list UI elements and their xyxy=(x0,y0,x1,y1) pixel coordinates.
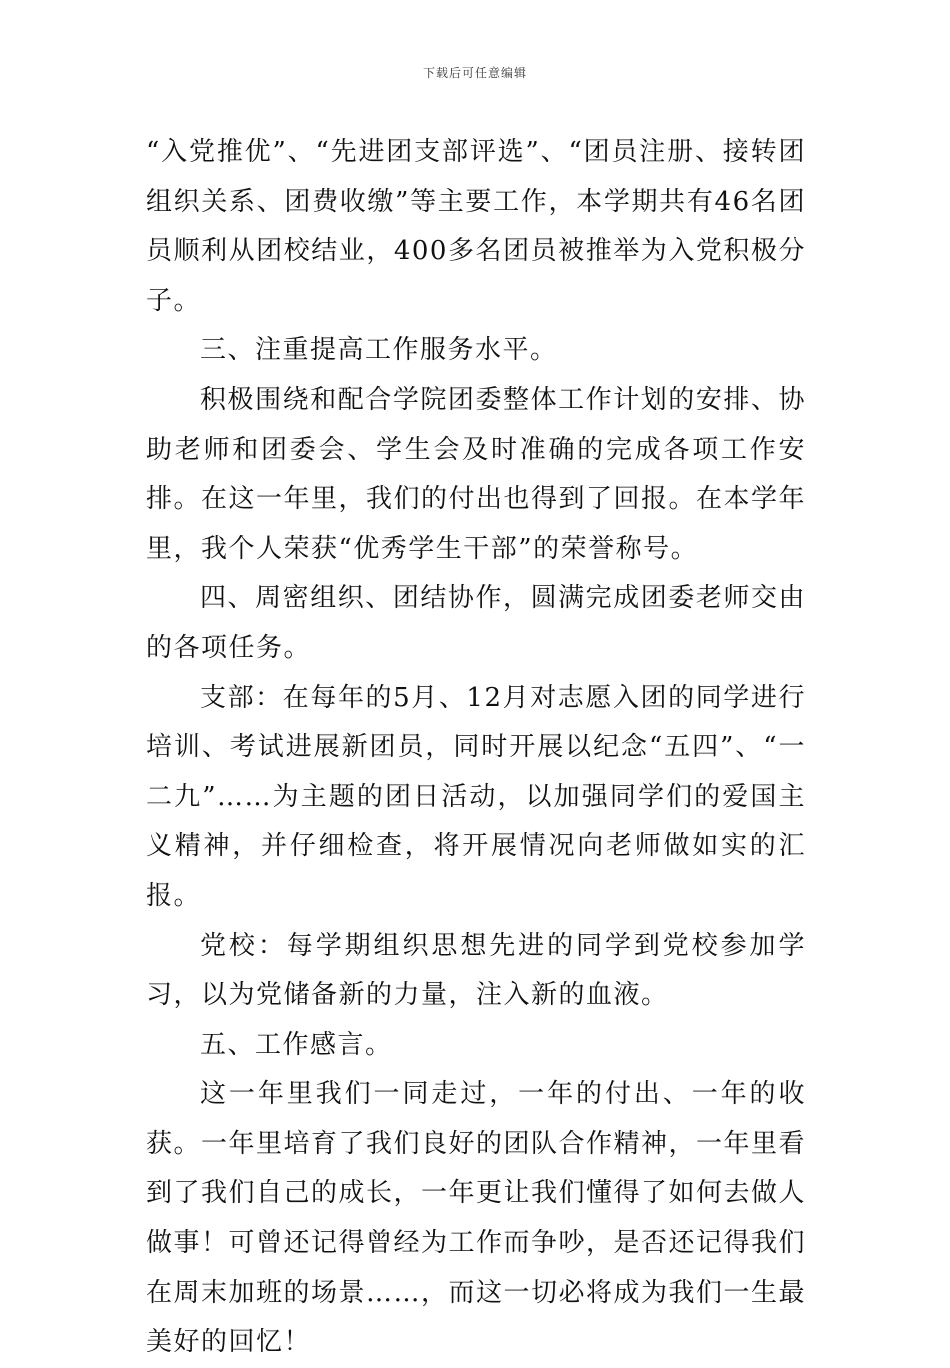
paragraph-reflections: 这一年里我们一同走过，一年的付出、一年的收获。一年里培育了我们良好的团队合作精神，一年里看到了我们自己的成长，一年更让我们懂得了如何去做人做事！可曾还记得曾经为工作而争吵，是否还记得我们在周末加班的场景……，而这一切必将成为我们一生最美好的回忆！ xyxy=(146,1079,807,1358)
section-heading-service-level: 三、注重提高工作服务水平。 xyxy=(200,335,558,366)
section-heading-organization: 四、周密组织、团结协作，圆满完成团委老师交由的各项任务。 xyxy=(146,583,806,663)
document-body xyxy=(146,128,806,1368)
paragraph-branch: 支部：在每年的5月、12月对志愿入团的同学进行培训、考试进展新团员，同时开展以纪念“五四”、“一二九”……为主题的团日活动，以加强同学们的爱国主义精神，并仔细检查，将开展情况向老师做如实的汇报。 xyxy=(146,682,806,911)
page-header: 下载后可任意编辑 xyxy=(422,66,527,80)
section-heading-reflections: 五、工作感言。 xyxy=(200,1029,393,1060)
paragraph-service-work: 积极围绕和配合学院团委整体工作计划的安排、协助老师和团委会、学生会及时准确的完成各项工作安排。在这一年里，我们的付出也得到了回报。在本学年里，我个人荣获“优秀学生干部”的荣誉称号。 xyxy=(146,384,807,564)
paragraph-party-recommendation: “入党推优”、“先进团支部评选”、“团员注册、接转团组织关系、团费收缴”等主要工作，本学期共有46名团员顺利从团校结业，400多名团员被推举为入党积极分子。 xyxy=(146,137,806,316)
paragraph-party-school: 党校：每学期组织思想先进的同学到党校参加学习，以为党储备新的力量，注入新的血液。 xyxy=(146,930,806,1011)
